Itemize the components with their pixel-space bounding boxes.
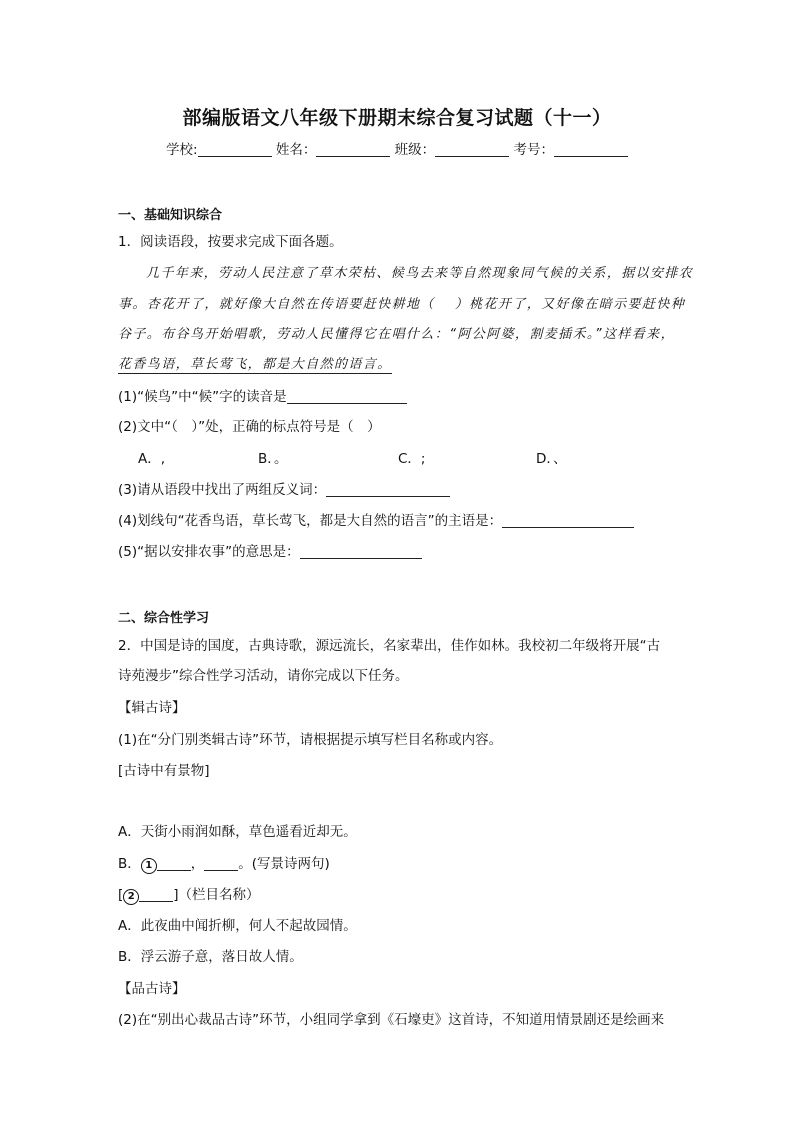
passage-line-4 xyxy=(118,353,678,372)
exam-no-label: 考号： xyxy=(513,142,554,158)
class-blank[interactable] xyxy=(435,142,509,157)
poem-b2: B．浮云游子意，落日故人情。 xyxy=(118,949,303,965)
column-2-bracket: [ xyxy=(118,887,124,903)
option-d[interactable]: D．、 xyxy=(536,451,567,467)
sub-question-3 xyxy=(118,478,450,498)
column-2-suffix: ]（栏目名称） xyxy=(173,887,260,903)
sub-question-3-text: (3)请从语段中找出了两组反义词： xyxy=(118,482,327,498)
question1-prompt: 1．阅读语段，按要求完成下面各题。 xyxy=(118,234,343,250)
section2-heading: 二、综合性学习 xyxy=(118,611,210,626)
answer-blank-4[interactable] xyxy=(502,513,634,528)
sub-question-5 xyxy=(118,540,422,560)
circled-number-2: 2 xyxy=(123,889,139,905)
question2-line-1: 2．中国是诗的国度，古典诗歌，源远流长，名家辈出，佳作如林。我校初二年级将开展“古 xyxy=(118,638,661,654)
school-label: 学校: xyxy=(166,142,198,158)
tag-appreciate-poems: 【品古诗】 xyxy=(118,981,186,997)
poem-b1-sep: ， xyxy=(190,856,205,872)
circled-number-1: 1 xyxy=(141,858,157,874)
option-a[interactable]: A．, xyxy=(138,451,166,467)
option-b[interactable]: B．。 xyxy=(258,451,288,467)
school-blank[interactable] xyxy=(198,142,272,157)
sub-question-4 xyxy=(118,509,634,529)
column-scenery: [古诗中有景物] xyxy=(118,763,210,779)
sub-question-1 xyxy=(118,385,407,405)
column-2-name xyxy=(118,883,260,905)
answer-blank-b1-b[interactable] xyxy=(204,856,238,871)
exam-no-blank[interactable] xyxy=(554,142,628,157)
poem-b1-prefix: B． xyxy=(118,856,141,872)
name-label: 姓名： xyxy=(275,142,317,158)
sub-question-1-text: (1)“候鸟”中“候”字的读音是 xyxy=(118,389,287,405)
page-title: 部编版语文八年级下册期末综合复习试题（十一） xyxy=(182,107,612,129)
sub-question-4-text: (4)划线句“花香鸟语，草长莺飞，都是大自然的语言”的主语是： xyxy=(118,513,503,529)
section1-heading: 一、基础知识综合 xyxy=(118,208,223,223)
class-label: 班级： xyxy=(394,142,436,158)
passage-line-2: 事。杏花开了，就好像大自然在传语要赶快耕地（ ）桃花开了，又好像在暗示要赶快种 xyxy=(118,297,686,312)
name-blank[interactable] xyxy=(316,142,390,157)
poem-a2: A．此夜曲中闻折柳，何人不起故园情。 xyxy=(118,918,357,934)
poem-b1-suffix: 。(写景诗两句) xyxy=(238,856,330,872)
answer-blank-1[interactable] xyxy=(287,389,407,404)
answer-blank-b1-a[interactable] xyxy=(157,856,191,871)
passage-line-3: 谷子。布谷鸟开始唱歌，劳动人民懂得它在唱什么：“阿公阿婆，割麦插禾。”这样看来， xyxy=(118,327,675,342)
task-2: (2)在“别出心裁品古诗”环节，小组同学拿到《石壕吏》这首诗，不知道用情景剧还是绘画来 xyxy=(118,1012,665,1028)
tag-compile-poems: 【辑古诗】 xyxy=(118,700,186,716)
sub-question-5-text: (5)“据以安排农事”的意思是： xyxy=(118,544,300,560)
question2-line-2: 诗苑漫步”综合性学习活动，请你完成以下任务。 xyxy=(118,668,409,684)
poem-a1: A．天街小雨润如酥，草色遥看近却无。 xyxy=(118,824,357,840)
task-1: (1)在“分门别类辑古诗”环节，请根据提示填写栏目名称或内容。 xyxy=(118,732,503,748)
sub-question-2: (2)文中“（ ）”处，正确的标点符号是（ ） xyxy=(118,419,381,435)
answer-blank-col2[interactable] xyxy=(139,887,173,902)
passage-line-1: 几千年来，劳动人民注意了草木荣枯、候鸟去来等自然现象同气候的关系，据以安排农 xyxy=(146,266,694,281)
option-c[interactable]: C．; xyxy=(398,451,426,467)
answer-blank-3[interactable] xyxy=(326,482,450,497)
underlined-sentence: 花香鸟语，草长莺飞，都是大自然的语言。 xyxy=(118,357,392,372)
answer-blank-5[interactable] xyxy=(300,544,422,559)
poem-b1 xyxy=(118,852,330,874)
student-info-row xyxy=(0,138,794,158)
